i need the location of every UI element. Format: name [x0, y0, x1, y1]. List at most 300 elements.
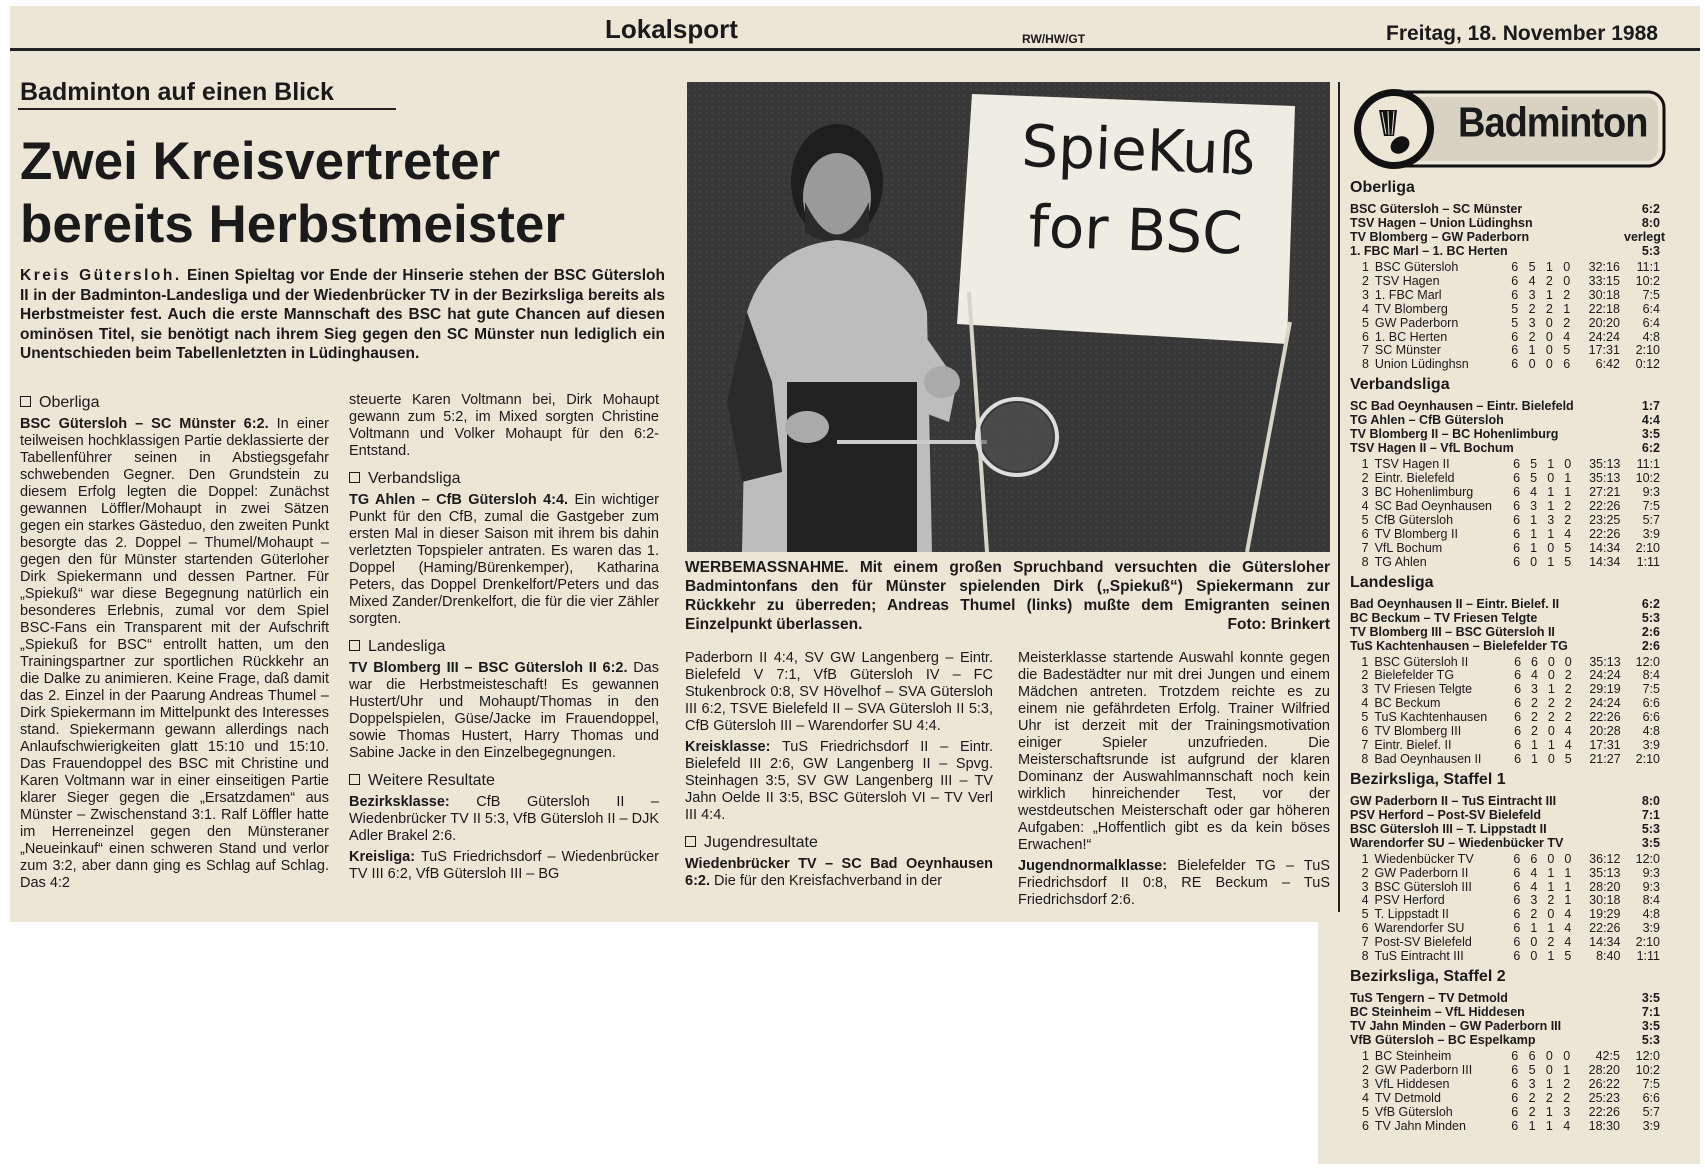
standings-sets: 14:34: [1589, 554, 1621, 569]
standings-games: 6: [1513, 485, 1521, 500]
standings-rank: 8: [1361, 357, 1369, 372]
standings-team: BSC Gütersloh II: [1374, 654, 1469, 669]
standings-lost: 2: [1563, 1076, 1571, 1091]
standings-team: TSV Hagen II: [1374, 457, 1450, 472]
subhead-jugendresultate: [685, 834, 993, 851]
report-text: In einer teilweisen hochklassigen Partie deklassierte der Tabellenführer seinen in Abstiegsgefahr schwebenden Gegner. Den Grundstein zu diesem Erfolg legten die Doppel: Zunächst gewannen Löffler/Mohaupt in zwei Sätzen gegen ein starkes Gästeduo, den zweiten Punkt besorgte das 2. Doppel – Thumel/Mohaupt – gegen den für Münster startenden Güterloher Dirk Spiekermann und dessen Partner. Für „Spiekuß“ war diese Begegnung natürlich ein besonderes Erlebnis, zumal vor dem Spiel BSC-Fans ein Transparent mit der Aufschrift „Spiekuß for BSC“ entrollt hatten, um den Trainingspartner zur sportlichen Rückkehr an die Dalke zu animieren. Keine Frage, daß damit das 2. Einzel in der Paarung Andreas Thumel – Dirk Spiekermann im Mittelpunkt des Interesses stand. Spiekermann gewann allerdings nach Anlaufschwierigkeiten glatt 15:10 und 15:10. Das Frauendoppel des BSC mit Christine und Karen Voltmann war in einer einseitigen Partie klarer Sieger gegen die „Ersatzdamen“ aus Münster – Zwischenstand 3:1. Ralf Löffler hatte im Herreneinzel gegen den Münsteraner „Neueinkauf“ einen schweren Stand und verlor zum 3:2, aber dann ging es Schlag auf Schlag. Das 4:2: [20, 416, 329, 891]
standings-team: Post-SV Bielefeld: [1374, 935, 1472, 950]
standings-lost: 2: [1563, 1090, 1571, 1105]
table-row: [1350, 486, 1660, 500]
continued-text: steuerte Karen Voltmann bei, Dirk Mohaupt gewann zum 5:2, im Mixed sorgten Christine Voltmann und Volker Mohaupt für den 6:2-Entstand.: [349, 392, 659, 459]
match-score: verlegt: [1624, 230, 1665, 244]
standings-draw: 0: [1545, 315, 1553, 330]
subhead-text: Verbandsliga: [368, 470, 461, 487]
standings-games: 6: [1514, 737, 1522, 752]
standings-sets: 24:24: [1588, 329, 1620, 344]
standings-games: 6: [1511, 1090, 1519, 1105]
match-row: [1350, 413, 1660, 427]
square-bullet-icon: [349, 774, 360, 785]
match-row: [1350, 1033, 1660, 1047]
subhead-text: Landesliga: [368, 638, 446, 655]
table-row: [1350, 358, 1660, 372]
standings-draw: 1: [1547, 526, 1555, 541]
standings-games: 6: [1514, 682, 1522, 697]
standings-games: 6: [1511, 1104, 1519, 1119]
standings-team: Bad Oeynhausen II: [1374, 751, 1482, 766]
report-text: Die für den Kreisfachverband in der: [714, 873, 943, 889]
subhead-text: Jugendresultate: [704, 834, 818, 851]
match-row: [1350, 216, 1660, 230]
standings-points: 7:5: [1642, 682, 1660, 697]
standings-lost: 2: [1563, 315, 1571, 330]
caption-label: WERBEMASSNAHME.: [685, 559, 849, 576]
standings-points: 12:0: [1635, 851, 1660, 866]
standings-rank: 8: [1361, 949, 1369, 964]
report-text: Das war die Herbstmeisteschaft! Es gewannen Hustert/Uhr und Mohaupt/Thomas in den Doppelspielen, Güse/Jacke im Frauendoppel, sowie Thomas Hustert, Harry Thomas und Sabine Jacke in den Einzelbegegnungen.: [349, 660, 659, 761]
standings-rank: 3: [1361, 287, 1369, 302]
standings-sets: 28:20: [1588, 1062, 1620, 1077]
standings-team: BC Beckum: [1374, 696, 1441, 711]
badminton-logo: [1352, 88, 1668, 170]
lead-paragraph: [20, 266, 665, 364]
standings-points: 9:3: [1642, 879, 1660, 894]
standings-games: 6: [1511, 1062, 1519, 1077]
standings-won: 5: [1528, 1062, 1536, 1077]
match-score: 1:7: [1641, 399, 1660, 414]
match-row: [1350, 441, 1660, 455]
standings-sets: 30:18: [1588, 287, 1620, 302]
match-result: BSC Gütersloh – SC Münster 6:2.: [20, 416, 269, 432]
match-score: 5:3: [1641, 244, 1660, 258]
article-column-2: [349, 392, 659, 887]
standings-points: 3:9: [1642, 921, 1660, 936]
standings-rank: 5: [1361, 512, 1369, 527]
match-result: Wiedenbrücker TV – SC Bad Oeynhausen 6:2.: [685, 856, 993, 889]
standings-points: 2:10: [1635, 343, 1660, 358]
continued-text: Paderborn II 4:4, SV GW Langenberg – Eintr. Bielefeld V 7:1, VfB Gütersloh IV – FC Stukenbrock 0:8, SV Hövelhof – SVA Gütersloh III 6:2, TSVE Bielefeld II – SVA Gütersloh II 5:3, CfB Gütersloh III – Warendorfer SU 4:4.: [685, 650, 993, 734]
standings-team: CfB Gütersloh: [1374, 512, 1454, 527]
standings-draw: 0: [1547, 907, 1555, 922]
league-block: [1350, 770, 1660, 964]
standings-rank: 4: [1361, 1090, 1369, 1105]
standings-lost: 0: [1563, 1049, 1571, 1063]
table-row: [1350, 528, 1660, 542]
subhead-verbandsliga: [349, 470, 659, 487]
standings-team: Warendorfer SU: [1374, 921, 1465, 936]
standings-games: 6: [1511, 329, 1519, 344]
standings-team: SC Bad Oeynhausen: [1374, 498, 1493, 513]
subhead-oberliga: [20, 394, 329, 411]
standings-points: 11:1: [1636, 457, 1660, 472]
article-column-3: [685, 650, 993, 894]
section-title: Lokalsport: [605, 14, 738, 44]
standings-team: TG Ahlen: [1374, 554, 1427, 569]
standings-games: 6: [1514, 710, 1522, 725]
standings-won: 1: [1530, 921, 1538, 936]
standings-draw: 1: [1545, 1104, 1553, 1119]
standings-won: 6: [1531, 654, 1538, 669]
standings-games: 6: [1511, 357, 1519, 372]
standings-won: 1: [1531, 751, 1538, 766]
match-pairing: TSV Hagen – Union Lüdinghsn: [1350, 216, 1533, 230]
standings-rank: 3: [1361, 1076, 1369, 1091]
standings-team: TV Jahn Minden: [1374, 1118, 1466, 1133]
standings-rank: 4: [1361, 498, 1369, 513]
match-pairing: TG Ahlen – CfB Gütersloh: [1350, 413, 1504, 428]
league-title: Bezirksliga, Staffel 1: [1350, 770, 1506, 788]
standings-sets: 29:19: [1589, 682, 1621, 697]
standings-team: TV Blomberg II: [1374, 526, 1458, 541]
standings-rank: 8: [1361, 751, 1369, 766]
standings-sets: 22:26: [1589, 710, 1621, 725]
standings-lost: 4: [1564, 907, 1572, 922]
standings-lost: 1: [1564, 485, 1572, 500]
standings-lost: 1: [1564, 471, 1572, 486]
photo-credit: Foto: Brinkert: [1227, 616, 1330, 633]
table-row: [1350, 725, 1660, 739]
standings-draw: 0: [1545, 1062, 1553, 1077]
table-row: [1350, 739, 1660, 753]
standings-rank: 4: [1361, 893, 1369, 908]
standings-draw: 1: [1547, 457, 1555, 472]
standings-sets: 17:31: [1588, 343, 1620, 358]
match-pairing: Warendorfer SU – Wiedenbücker TV: [1350, 835, 1564, 850]
standings-lost: 5: [1564, 949, 1572, 964]
standings-lost: 2: [1564, 710, 1572, 725]
match-score: 3:5: [1641, 427, 1660, 442]
table-row: [1350, 753, 1660, 767]
standings-points: 6:6: [1642, 710, 1660, 725]
kreisklasse-results: [685, 739, 993, 824]
standings-draw: 0: [1545, 1049, 1553, 1063]
standings-won: 0: [1528, 357, 1536, 372]
standings-rank: 2: [1361, 471, 1369, 486]
standings-sets: 27:21: [1589, 485, 1621, 500]
standings-won: 3: [1528, 1076, 1536, 1091]
standings-won: 2: [1531, 710, 1538, 725]
table-row: [1350, 344, 1660, 358]
standings-won: 4: [1530, 879, 1538, 894]
standings-lost: 0: [1564, 457, 1572, 472]
standings-won: 5: [1530, 457, 1538, 472]
standings-rank: 2: [1361, 1062, 1369, 1077]
table-row: [1350, 881, 1660, 895]
standings-lost: 4: [1564, 935, 1572, 950]
standings-draw: 0: [1547, 471, 1555, 486]
match-pairing: TV Blomberg – GW Paderborn: [1350, 230, 1530, 244]
standings-draw: 2: [1547, 935, 1555, 950]
match-score: 3:5: [1641, 991, 1660, 1005]
standings-points: 0:12: [1635, 357, 1660, 372]
standings-table: [1350, 1050, 1660, 1133]
standings-won: 3: [1531, 682, 1538, 697]
standings-won: 1: [1528, 1118, 1536, 1133]
league-title: Landesliga: [1350, 573, 1434, 591]
standings-team: BSC Gütersloh: [1374, 260, 1459, 274]
standings-games: 6: [1513, 457, 1521, 472]
match-row: [1350, 611, 1660, 625]
league-block: [1350, 573, 1660, 767]
match-score: 3:5: [1641, 835, 1660, 850]
match-row: [1350, 399, 1660, 413]
match-row: [1350, 597, 1660, 611]
standings-draw: 0: [1547, 540, 1555, 555]
match-score: 5:3: [1641, 610, 1660, 625]
standings-lost: 4: [1563, 329, 1571, 344]
standings-sets: 19:29: [1589, 907, 1621, 922]
standings-draw: 0: [1547, 751, 1555, 766]
standings-won: 1: [1530, 512, 1538, 527]
standings-sidebar: [1350, 176, 1665, 1136]
standings-lost: 4: [1564, 737, 1572, 752]
landesliga-report: [349, 660, 659, 762]
standings-team: BC Hohenlimburg: [1374, 485, 1474, 500]
standings-games: 6: [1513, 498, 1521, 513]
banner-line-2: for BSC: [1027, 192, 1244, 268]
table-row: [1350, 514, 1660, 528]
match-row: [1350, 230, 1665, 244]
headline: [20, 130, 680, 256]
standings-draw: 2: [1545, 273, 1553, 288]
standings-sets: 23:25: [1589, 512, 1621, 527]
standings-rank: 2: [1361, 668, 1369, 683]
table-row: [1350, 458, 1660, 472]
standings-team: TV Friesen Telgte: [1374, 682, 1473, 697]
match-score: 4:4: [1641, 413, 1660, 428]
standings-sets: 32:16: [1588, 260, 1620, 274]
standings-rank: 4: [1361, 301, 1369, 316]
standings-rank: 2: [1361, 273, 1369, 288]
standings-games: 6: [1513, 540, 1521, 555]
standings-games: 6: [1511, 273, 1519, 288]
standings-games: 6: [1513, 865, 1521, 880]
standings-points: 1:11: [1636, 949, 1660, 964]
table-row: [1350, 936, 1660, 950]
standings-won: 2: [1528, 1090, 1536, 1105]
standings-sets: 30:18: [1589, 893, 1621, 908]
standings-points: 12:0: [1635, 1049, 1660, 1063]
match-pairing: VfB Gütersloh – BC Espelkamp: [1350, 1033, 1536, 1047]
standings-points: 4:8: [1642, 329, 1660, 344]
standings-games: 6: [1511, 1049, 1519, 1063]
standings-points: 2:10: [1635, 751, 1660, 766]
standings-rank: 6: [1361, 526, 1369, 541]
standings-games: 6: [1514, 654, 1522, 669]
standings-rank: 3: [1361, 682, 1369, 697]
photo-caption: [685, 558, 1330, 634]
standings-rank: 5: [1361, 315, 1369, 330]
standings-sets: 22:18: [1588, 301, 1620, 316]
match-row: [1350, 1019, 1660, 1033]
match-row: [1350, 991, 1660, 1005]
standings-team: PSV Herford: [1374, 893, 1445, 908]
match-row: [1350, 427, 1660, 441]
match-pairing: BSC Gütersloh III – T. Lippstadt II: [1350, 821, 1547, 836]
standings-rank: 1: [1361, 260, 1369, 274]
standings-team: GW Paderborn II: [1374, 865, 1469, 880]
jugend-report: [685, 856, 993, 890]
standings-sets: 14:34: [1589, 935, 1621, 950]
standings-sets: 42:5: [1595, 1049, 1620, 1063]
standings-lost: 1: [1563, 301, 1571, 316]
standings-points: 2:10: [1635, 935, 1660, 950]
standings-won: 5: [1528, 260, 1536, 274]
table-row: [1350, 261, 1660, 275]
standings-games: 6: [1511, 343, 1519, 358]
standings-lost: 2: [1564, 682, 1572, 697]
match-row: [1350, 1005, 1660, 1019]
table-row: [1350, 317, 1660, 331]
standings-team: SC Münster: [1374, 343, 1441, 358]
article-column-4: [1018, 650, 1330, 913]
standings-team: Eintr. Bielefeld: [1374, 471, 1455, 486]
match-score: 6:2: [1641, 596, 1660, 611]
match-pairing: Bad Oeynhausen II – Eintr. Bielef. II: [1350, 596, 1560, 611]
standings-points: 6:4: [1642, 315, 1660, 330]
standings-sets: 28:20: [1589, 879, 1621, 894]
standings-draw: 1: [1545, 1118, 1553, 1133]
standings-sets: 26:22: [1588, 1076, 1620, 1091]
standings-won: 3: [1528, 287, 1536, 302]
news-photo: [687, 82, 1330, 552]
standings-points: 11:1: [1636, 260, 1660, 274]
standings-points: 10:2: [1635, 1062, 1660, 1077]
match-row: [1350, 822, 1660, 836]
match-pairing: 1. FBC Marl – 1. BC Herten: [1350, 244, 1508, 258]
standings-points: 10:2: [1635, 471, 1660, 486]
table-row: [1350, 922, 1660, 936]
standings-won: 0: [1530, 949, 1538, 964]
standings-lost: 1: [1563, 1062, 1571, 1077]
standings-won: 3: [1530, 893, 1538, 908]
standings-won: 6: [1528, 1049, 1536, 1063]
table-row: [1350, 894, 1660, 908]
standings-team: VfL Hiddesen: [1374, 1076, 1450, 1091]
standings-sets: 35:13: [1589, 471, 1621, 486]
match-result: TG Ahlen – CfB Gütersloh 4:4.: [349, 492, 569, 508]
standings-team: 1. BC Herten: [1374, 329, 1448, 344]
subhead-text: Weitere Resultate: [368, 772, 495, 789]
report-text: Ein wichtiger Punkt für den CfB, zumal die Gastgeber zum ersten Mal in dieser Saison mit ihrem bis dahin verletzten Topspieler antraten. Es waren das 1. Doppel (Haming/Bürenkemper), Katharina Peters, das Doppel Drenkelfort/Peters und das Mixed Zander/Drenkelfort, die für die vier Zähler sorgten.: [349, 492, 660, 627]
match-score: 6:2: [1641, 202, 1660, 216]
match-pairing: BSC Gütersloh – SC Münster: [1350, 202, 1523, 216]
standings-sets: 20:28: [1589, 724, 1621, 739]
standings-points: 10:2: [1635, 273, 1660, 288]
standings-team: TuS Eintracht III: [1374, 949, 1464, 964]
standings-won: 2: [1531, 724, 1538, 739]
table-row: [1350, 303, 1660, 317]
standings-won: 4: [1530, 865, 1538, 880]
standings-draw: 1: [1545, 260, 1553, 274]
standings-games: 6: [1513, 935, 1521, 950]
standings-points: 9:3: [1642, 865, 1660, 880]
match-score: 6:2: [1641, 441, 1660, 456]
table-row: [1350, 472, 1660, 486]
standings-sets: 6:42: [1595, 357, 1620, 372]
standings-points: 7:5: [1642, 1076, 1660, 1091]
standings-lost: 5: [1563, 343, 1571, 358]
standings-games: 6: [1511, 287, 1519, 302]
standings-team: VfB Gütersloh: [1374, 1104, 1453, 1119]
standings-points: 6:6: [1642, 696, 1660, 711]
standings-draw: 2: [1547, 696, 1555, 711]
standings-points: 6:4: [1642, 301, 1660, 316]
table-row: [1350, 697, 1660, 711]
subhead-text: Oberliga: [39, 394, 100, 411]
standings-points: 4:8: [1642, 907, 1660, 922]
standings-table: [1350, 458, 1660, 569]
lead-text: Einen Spieltag vor Ende der Hinserie stehen der BSC Gütersloh II in der Badminton-Landesliga und der Wiedenbrücker TV in der Bezirksliga bereits als Herbstmeister fest. Auch die erste Mannschaft des BSC hat gute Chancen auf diesen ominösen Titel, sie benötigt nach ihrem Sieg gegen den SC Münster nun lediglich ein Unentschieden beim Tabellenletzten in Lüdinghausen.: [20, 267, 665, 362]
match-pairing: PSV Herford – Post-SV Bielefeld: [1350, 807, 1542, 822]
standings-lost: 0: [1564, 851, 1572, 866]
standings-rank: 7: [1361, 343, 1369, 358]
issue-date: Freitag, 18. November 1988: [1386, 22, 1658, 45]
standings-table: [1350, 656, 1660, 767]
standings-sets: 22:26: [1588, 1104, 1620, 1119]
subhead-weitere-resultate: [349, 772, 659, 789]
table-row: [1350, 1078, 1660, 1092]
match-pairing: BC Steinheim – VfL Hiddesen: [1350, 1005, 1525, 1019]
standings-draw: 0: [1547, 851, 1555, 866]
league-title: Bezirksliga, Staffel 2: [1350, 968, 1506, 985]
standings-games: 6: [1514, 724, 1522, 739]
standings-lost: 2: [1564, 498, 1572, 513]
match-pairing: TSV Hagen II – VfL Bochum: [1350, 441, 1514, 456]
table-row: [1350, 275, 1660, 289]
standings-games: 6: [1513, 851, 1521, 866]
table-row: [1350, 853, 1660, 867]
standings-rank: 1: [1361, 1049, 1369, 1063]
standings-won: 1: [1530, 540, 1538, 555]
standings-rank: 4: [1361, 696, 1369, 711]
standings-rank: 7: [1361, 935, 1369, 950]
match-score: 8:0: [1641, 216, 1660, 230]
standings-draw: 1: [1547, 485, 1555, 500]
standings-team: Bielefelder TG: [1374, 668, 1455, 683]
standings-lost: 1: [1564, 893, 1572, 908]
standings-lost: 1: [1564, 865, 1572, 880]
league-block: [1350, 178, 1665, 372]
standings-table: [1350, 853, 1660, 964]
standings-won: 2: [1531, 696, 1538, 711]
match-result: TV Blomberg III – BSC Gütersloh II 6:2.: [349, 660, 628, 676]
standings-lost: 2: [1563, 287, 1571, 302]
standings-sets: 17:31: [1589, 737, 1621, 752]
standings-games: 6: [1513, 879, 1521, 894]
standings-won: 1: [1530, 526, 1538, 541]
standings-games: 6: [1514, 668, 1522, 683]
match-score: 5:3: [1641, 821, 1660, 836]
standings-rank: 6: [1361, 921, 1369, 936]
results-text: CfB Gütersloh II – Wiedenbrücker TV II 5:3, VfB Gütersloh II – DJK Adler Brakel 2:6.: [349, 794, 660, 844]
standings-rank: 5: [1361, 710, 1369, 725]
standings-won: 2: [1528, 301, 1536, 316]
standings-draw: 2: [1547, 893, 1555, 908]
standings-draw: 1: [1547, 498, 1555, 513]
standings-won: 4: [1528, 273, 1536, 288]
standings-lost: 2: [1564, 512, 1572, 527]
table-row: [1350, 289, 1660, 303]
standings-team: VfL Bochum: [1374, 540, 1443, 555]
table-row: [1350, 1050, 1660, 1064]
standings-team: TV Blomberg: [1374, 301, 1448, 316]
standings-rank: 1: [1361, 654, 1369, 669]
results-text: Bielefelder TG – TuS Friedrichsdorf II 0:8, RE Beckum – TuS Friedrichsdorf 2:6.: [1018, 858, 1330, 908]
standings-rank: 5: [1361, 1104, 1369, 1119]
standings-rank: 2: [1361, 865, 1369, 880]
standings-games: 6: [1513, 921, 1521, 936]
standings-games: 5: [1511, 301, 1519, 316]
